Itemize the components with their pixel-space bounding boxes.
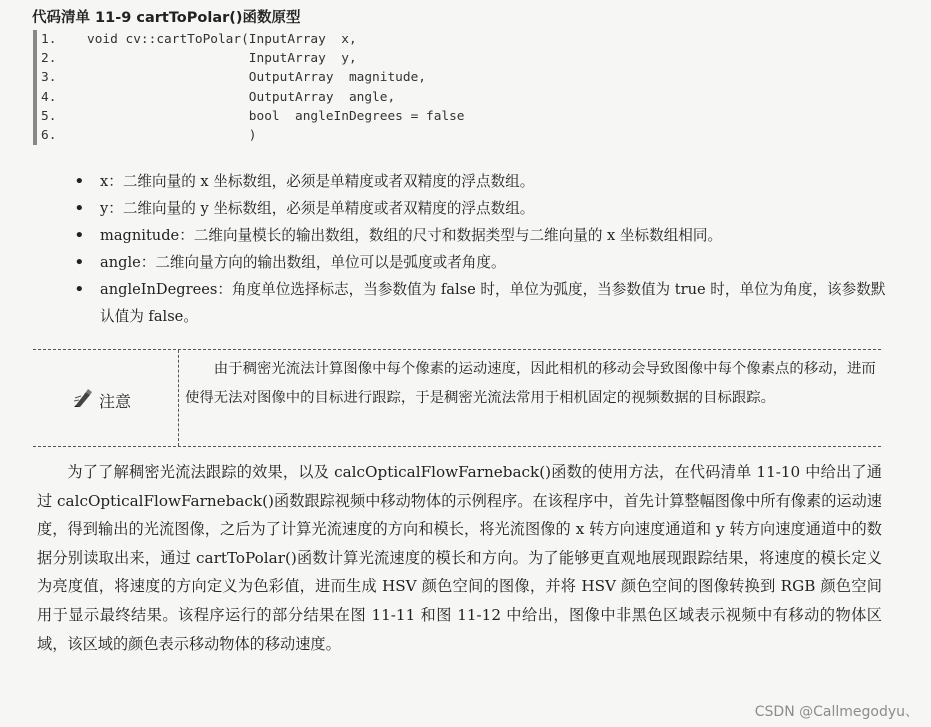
code-line	[41, 49, 465, 68]
code-text: void cv::cartToPolar(InputArray x,	[87, 32, 357, 47]
code-line	[41, 107, 465, 126]
list-item	[74, 222, 894, 249]
note-label	[73, 388, 131, 412]
code-block	[33, 30, 465, 145]
note-label-text: 注意	[99, 391, 132, 411]
body-paragraph: 为了了解稠密光流法跟踪的效果，以及 calcOpticalFlowFarneback()函数的使用方法，在代码清单 11-10 中给出了通过 calcOpticalFlowFarneback()函数跟踪视频中移动物体的示例程序。在该程序中，首先计算整幅图像中所有像素的运动速度，得到输出的光流图像，之后为了计算光流速度的方向和模长，将光流图像的 x 转方向速度通道和 y 转方向速度通道中的数据分别读取出来，通过 cartToPolar()函数计算光流速度的模长和方向。为了能够更直观地展现跟踪结果，将速度的模长定义为亮度值，将速度的方向定义为色彩值，进而生成 HSV 颜色空间的图像，并将 HSV 颜色空间的图像转换到 RGB 颜色空间用于显示最终结果。该程序运行的部分结果在图 11-11 和图 11-12 中给出，图像中非黑色区域表示视频中有移动的物体区域，该区域的颜色表示移动物体的移动速度。	[37, 463, 882, 653]
bullet-icon: •	[74, 252, 85, 273]
code-listing-caption: 代码清单 11-9 cartToPolar()函数原型	[32, 10, 301, 26]
bullet-icon: •	[74, 198, 85, 219]
param-desc-angle-in-degrees: angleInDegrees：角度单位选择标志，当参数值为 false 时，单位为弧度，当参数值为 true 时，单位为角度，该参数默认值为 false。	[100, 281, 886, 325]
watermark: CSDN @Callmegodyu、	[754, 704, 919, 720]
note-divider	[178, 350, 179, 446]
line-number: 4.	[41, 89, 57, 105]
code-line	[41, 126, 465, 145]
param-desc-x: x：二维向量的 x 坐标数组，必须是单精度或者双精度的浮点数组。	[100, 173, 535, 190]
bullet-icon: •	[74, 171, 85, 192]
bullet-icon: •	[74, 279, 85, 300]
line-number: 3.	[41, 70, 57, 86]
param-desc-magnitude: magnitude：二维向量模长的输出数组，数组的尺寸和数据类型与二维向量的 x 坐标数组相同。	[100, 227, 723, 244]
code-text: OutputArray magnitude,	[87, 70, 426, 86]
code-text: InputArray y,	[87, 51, 357, 67]
param-desc-y: y：二维向量的 y 坐标数组，必须是单精度或者双精度的浮点数组。	[100, 200, 535, 217]
list-item	[74, 195, 894, 222]
line-number: 1.	[41, 32, 57, 47]
code-line	[41, 30, 465, 49]
code-text: OutputArray angle,	[87, 89, 396, 105]
code-text: )	[87, 127, 257, 143]
bullet-icon: •	[74, 225, 85, 246]
pen-icon	[73, 388, 95, 412]
code-text: bool angleInDegrees = false	[87, 108, 465, 124]
list-item	[74, 276, 894, 330]
note-box	[33, 349, 881, 447]
code-line	[41, 68, 465, 87]
line-number: 2.	[41, 51, 57, 67]
list-item	[74, 249, 894, 276]
list-item	[74, 168, 894, 195]
line-number: 6.	[41, 127, 57, 143]
param-desc-angle: angle：二维向量方向的输出数组，单位可以是弧度或者角度。	[100, 254, 506, 271]
parameter-list	[74, 168, 894, 330]
note-text: 由于稠密光流法计算图像中每个像素的运动速度，因此相机的移动会导致图像中每个像素点的移动，进而使得无法对图像中的目标进行跟踪，于是稠密光流法常用于相机固定的视频数据的目标跟踪。	[185, 361, 876, 406]
code-line	[41, 88, 465, 107]
line-number: 5.	[41, 108, 57, 124]
